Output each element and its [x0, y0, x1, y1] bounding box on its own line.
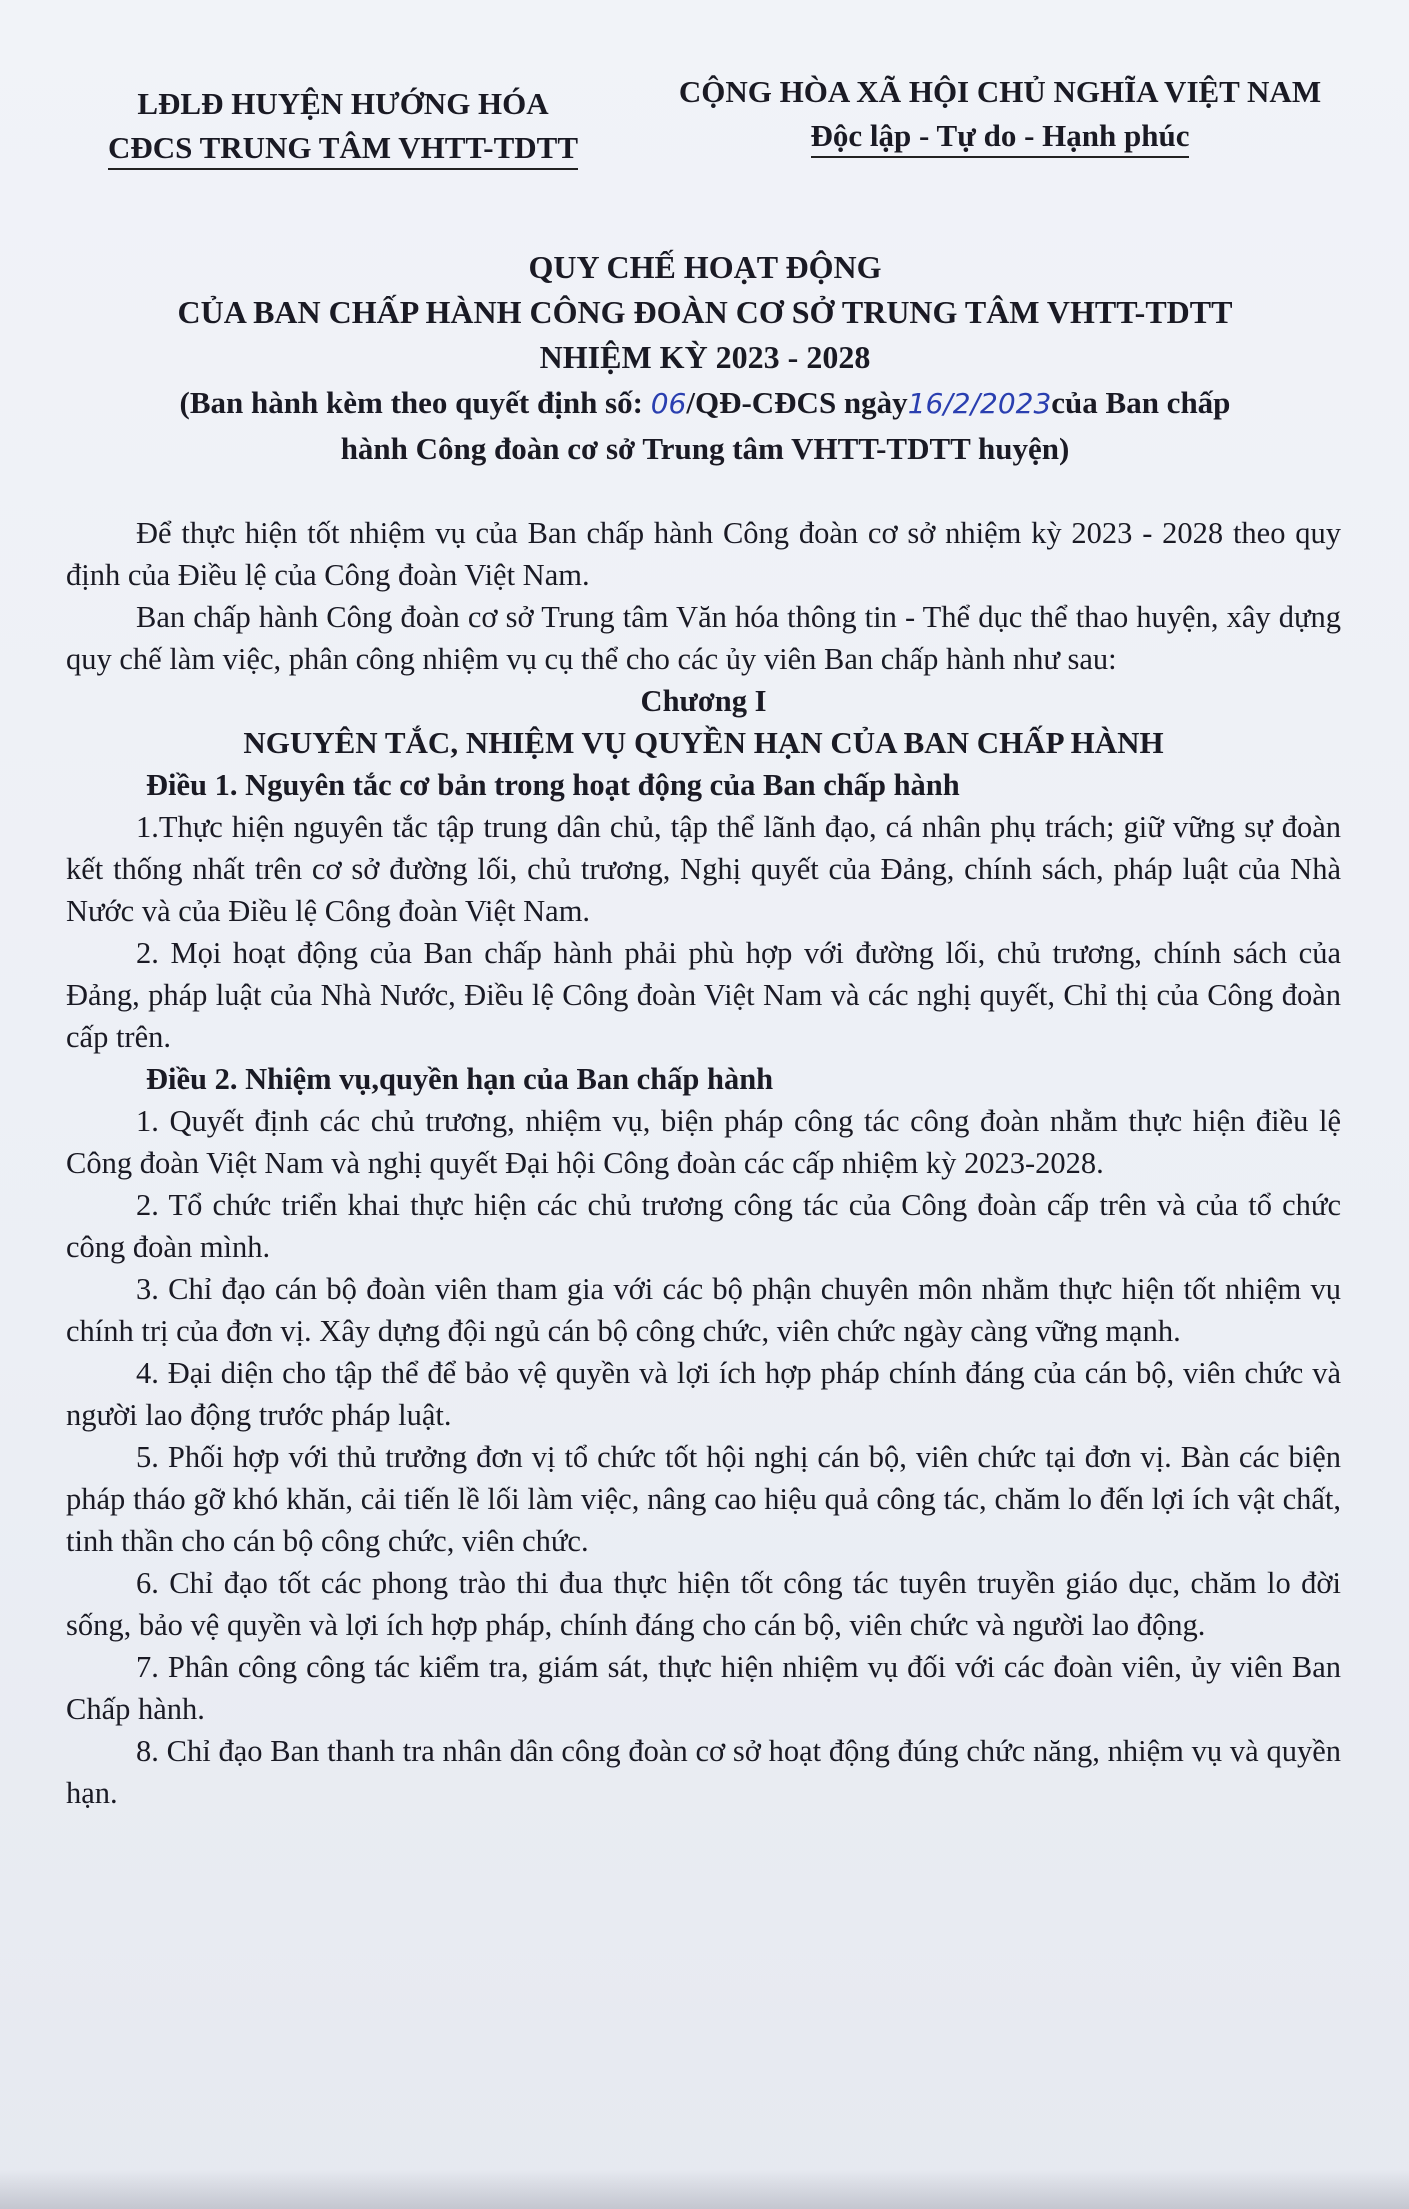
article-2-item: 6. Chỉ đạo tốt các phong trào thi đua thực hiện tốt công tác tuyên truyền giáo dục, chăm lo đời sống, bảo vệ quyền và lợi ích hợp pháp, chính đáng cho cán bộ, viên chức và người lao động.	[66, 1566, 1341, 1642]
document-header	[0, 70, 1409, 190]
document-title	[40, 245, 1370, 471]
nation-line-2: Độc lập - Tự do - Hạnh phúc	[811, 116, 1190, 158]
chapter-title: NGUYÊN TẮC, NHIỆM VỤ QUYỀN HẠN CỦA BAN CHẤP HÀNH	[243, 725, 1164, 760]
article-2-item: 3. Chỉ đạo cán bộ đoàn viên tham gia với các bộ phận chuyên môn nhằm thực hiện tốt nhiệm vụ chính trị của đơn vị. Xây dựng đội ngủ cán bộ công chức, viên chức ngày càng vững mạnh.	[66, 1272, 1341, 1348]
national-motto-block	[620, 70, 1380, 158]
decision-mid: /QĐ-CĐCS ngày	[686, 385, 908, 420]
decision-number-handwritten: 06	[650, 387, 687, 420]
org-line-2: CĐCS TRUNG TÂM VHTT-TDTT	[108, 128, 578, 170]
intro-paragraph-1: Để thực hiện tốt nhiệm vụ của Ban chấp hành Công đoàn cơ sở nhiệm kỳ 2023 - 2028 theo quy định của Điều lệ của Công đoàn Việt Nam.	[66, 516, 1341, 592]
title-line-3: NHIỆM KỲ 2023 - 2028	[539, 339, 871, 375]
article-2-item: 2. Tổ chức triển khai thực hiện các chủ trương công tác của Công đoàn cấp trên và của tổ chức công đoàn mình.	[66, 1188, 1341, 1264]
article-2-item: 1. Quyết định các chủ trương, nhiệm vụ, biện pháp công tác công đoàn nhằm thực hiện điều lệ Công đoàn Việt Nam và nghị quyết Đại hội Công đoàn các cấp nhiệm kỳ 2023-2028.	[66, 1104, 1341, 1180]
chapter-label: Chương I	[640, 684, 767, 718]
article-2-title: Điều 2. Nhiệm vụ,quyền hạn của Ban chấp hành	[146, 1062, 774, 1096]
nation-line-1: CỘNG HÒA XÃ HỘI CHỦ NGHĨA VIỆT NAM	[678, 74, 1322, 109]
decision-prefix: (Ban hành kèm theo quyết định số:	[179, 385, 651, 420]
bottom-shadow	[0, 2169, 1409, 2209]
intro-paragraph-2: Ban chấp hành Công đoàn cơ sở Trung tâm Văn hóa thông tin - Thể dục thể thao huyện, xây dựng quy chế làm việc, phân công nhiệm vụ cụ thể cho các ủy viên Ban chấp hành như sau:	[66, 600, 1341, 676]
decision-date-handwritten: 16/2/2023	[907, 387, 1052, 420]
article-1-item: 1.Thực hiện nguyên tắc tập trung dân chủ, tập thể lãnh đạo, cá nhân phụ trách; giữ vững sự đoàn kết thống nhất trên cơ sở đường lối, chủ trương, Nghị quyết của Đảng, chính sách, pháp luật của Nhà Nước và của Điều lệ Công đoàn Việt Nam.	[66, 810, 1341, 928]
article-2-item: 4. Đại diện cho tập thể để bảo vệ quyền và lợi ích hợp pháp chính đáng của cán bộ, viên chức và người lao động trước pháp luật.	[66, 1356, 1341, 1432]
document-body	[66, 512, 1341, 1814]
article-1-item: 2. Mọi hoạt động của Ban chấp hành phải phù hợp với đường lối, chủ trương, chính sách của Đảng, pháp luật của Nhà Nước, Điều lệ Công đoàn Việt Nam và các nghị quyết, Chỉ thị của Công đoàn cấp trên.	[66, 936, 1341, 1054]
decision-suffix: của Ban chấp	[1051, 385, 1231, 420]
title-line-1: QUY CHẾ HOẠT ĐỘNG	[528, 249, 882, 285]
decision-line-2: hành Công đoàn cơ sở Trung tâm VHTT-TDTT huyện)	[340, 431, 1070, 466]
article-1-title: Điều 1. Nguyên tắc cơ bản trong hoạt động của Ban chấp hành	[146, 768, 960, 802]
decision-reference	[40, 380, 1370, 426]
title-line-2: CỦA BAN CHẤP HÀNH CÔNG ĐOÀN CƠ SỞ TRUNG TÂM VHTT-TDTT	[177, 294, 1233, 330]
organization-block	[78, 82, 608, 170]
article-2-item: 7. Phân công công tác kiểm tra, giám sát, thực hiện nhiệm vụ đối với các đoàn viên, ủy viên Ban Chấp hành.	[66, 1650, 1341, 1726]
article-2-item: 5. Phối hợp với thủ trưởng đơn vị tổ chức tốt hội nghị cán bộ, viên chức tại đơn vị. Bàn các biện pháp tháo gỡ khó khăn, cải tiến lề lối làm việc, nâng cao hiệu quả công tác, chăm lo đến lợi ích vật chất, tinh thần cho cán bộ công chức, viên chức.	[66, 1440, 1341, 1558]
org-line-1: LĐLĐ HUYỆN HƯỚNG HÓA	[137, 86, 549, 121]
article-2-item: 8. Chỉ đạo Ban thanh tra nhân dân công đoàn cơ sở hoạt động đúng chức năng, nhiệm vụ và quyền hạn.	[66, 1734, 1341, 1810]
